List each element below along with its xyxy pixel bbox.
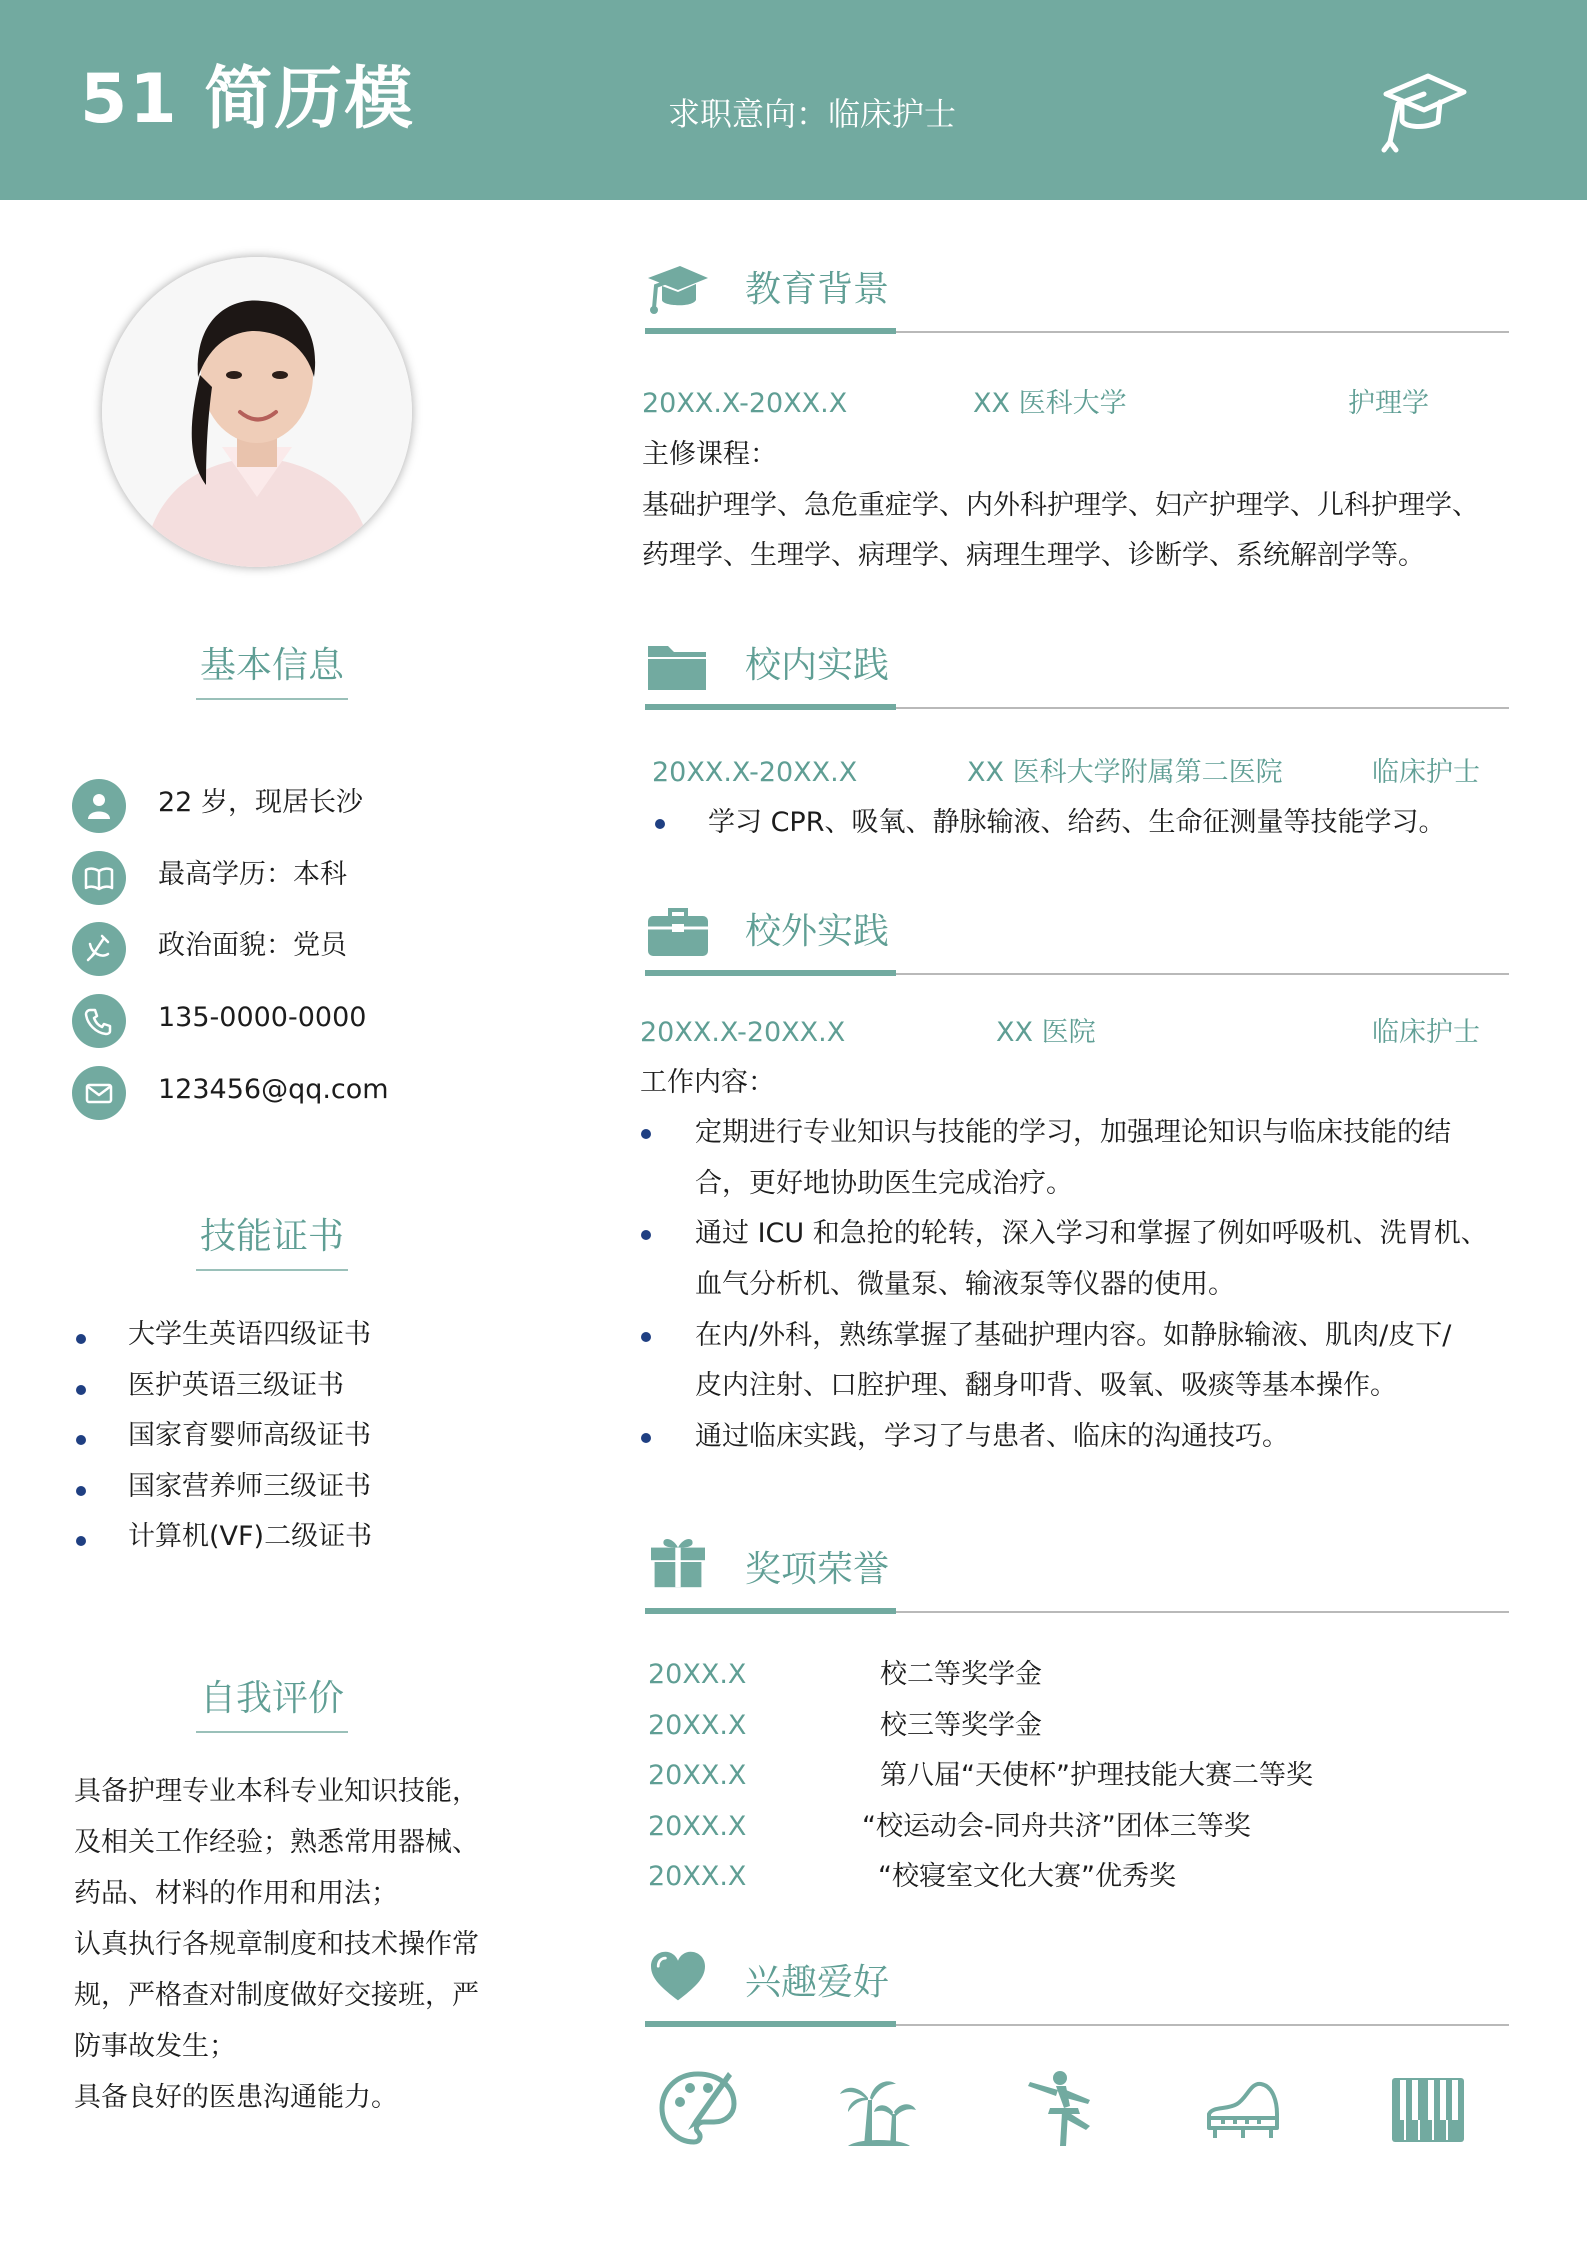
- dance-icon: [1020, 2068, 1100, 2148]
- self-eval-line: 具备良好的医患沟通能力。: [74, 2082, 398, 2113]
- skill-item: 计算机(VF)二级证书: [128, 1521, 373, 1552]
- skill-item: 国家育婴师高级证书: [128, 1420, 371, 1451]
- external-org: XX 医院: [996, 1017, 1096, 1048]
- campus-date: 20XX.X-20XX.X: [652, 757, 858, 788]
- self-eval-text: [74, 1766, 479, 2123]
- external-role: 临床护士: [1372, 1017, 1480, 1048]
- education-school: XX 医科大学: [973, 388, 1127, 419]
- piano-icon: [1203, 2068, 1283, 2148]
- section-underline: [645, 1608, 896, 1614]
- self-eval-line: 具备护理专业本科专业知识技能，: [74, 1776, 479, 1807]
- bullet-dot: [641, 1332, 651, 1342]
- self-eval-line: 及相关工作经验；熟悉常用器械、: [74, 1827, 479, 1858]
- bullet-dot: [76, 1536, 86, 1546]
- work-item-line: 血气分析机、微量泵、输液泵等仪器的使用。: [695, 1269, 1235, 1300]
- heart-icon: [646, 1950, 710, 2004]
- skill-item: 大学生英语四级证书: [128, 1319, 371, 1350]
- info-phone-text: 135-0000-0000: [158, 1002, 367, 1033]
- education-major: 护理学: [1348, 388, 1429, 419]
- award-name: 校三等奖学金: [880, 1710, 1042, 1741]
- campus-role: 临床护士: [1372, 757, 1480, 788]
- info-education-text: 最高学历：本科: [158, 859, 347, 890]
- section-underline: [645, 970, 896, 976]
- profile-photo: [102, 257, 412, 567]
- skills-title: 技能证书: [196, 1219, 348, 1271]
- campus-title: 校内实践: [745, 645, 890, 686]
- award-date: 20XX.X: [648, 1659, 747, 1690]
- award-date: 20XX.X: [648, 1710, 747, 1741]
- hobbies-title: 兴趣爱好: [745, 1962, 890, 2003]
- award-name: “校运动会-同舟共济”团体三等奖: [862, 1811, 1251, 1842]
- external-title: 校外实践: [745, 911, 890, 952]
- keyboard-icon: [1388, 2070, 1468, 2150]
- self-eval-line: 防事故发生；: [74, 2031, 236, 2062]
- bullet-dot: [76, 1385, 86, 1395]
- external-date: 20XX.X-20XX.X: [640, 1017, 846, 1048]
- work-item-line: 合，更好地协助医生完成治疗。: [695, 1168, 1073, 1199]
- person-icon: [72, 779, 126, 833]
- award-name: 校二等奖学金: [880, 1659, 1042, 1690]
- bullet-dot: [641, 1129, 651, 1139]
- folder-icon: [646, 640, 710, 694]
- section-underline: [645, 328, 896, 334]
- awards-title: 奖项荣誉: [745, 1549, 890, 1590]
- bullet-dot: [76, 1334, 86, 1344]
- info-age-text: 22 岁，现居长沙: [158, 787, 363, 818]
- info-political-text: 政治面貌：党员: [158, 930, 347, 961]
- work-item-line: 定期进行专业知识与技能的学习，加强理论知识与临床技能的结: [695, 1117, 1451, 1148]
- education-title: 教育背景: [745, 269, 890, 310]
- travel-palm-tree-icon: [838, 2070, 918, 2150]
- courses-line: 药理学、生理学、病理学、病理生理学、诊断学、系统解剖学等。: [642, 540, 1425, 571]
- party-emblem-icon: [72, 922, 126, 976]
- award-date: 20XX.X: [648, 1861, 747, 1892]
- skill-item: 医护英语三级证书: [128, 1370, 344, 1401]
- mail-icon: [72, 1066, 126, 1120]
- brand-title: 51 简历模: [80, 60, 415, 139]
- bullet-dot: [76, 1486, 86, 1496]
- graduation-cap-icon: [1378, 64, 1468, 154]
- bullet-dot: [655, 819, 665, 829]
- work-item-line: 通过临床实践，学习了与患者、临床的沟通技巧。: [695, 1421, 1289, 1452]
- self-eval-line: 药品、材料的作用和用法；: [74, 1878, 398, 1909]
- gift-icon: [646, 1535, 710, 1589]
- work-label: 工作内容：: [640, 1067, 775, 1098]
- self-eval-line: 认真执行各规章制度和技术操作常: [74, 1929, 479, 1960]
- courses-line: 基础护理学、急危重症学、内外科护理学、妇产护理学、儿科护理学、: [642, 490, 1479, 521]
- avatar: [102, 257, 412, 567]
- campus-item: 学习 CPR、吸氧、静脉输液、给药、生命征测量等技能学习。: [708, 807, 1446, 838]
- book-icon: [72, 851, 126, 905]
- self-eval-title: 自我评价: [196, 1681, 348, 1733]
- graduation-cap-icon: [646, 262, 710, 316]
- info-email-text: 123456@qq.com: [158, 1074, 389, 1105]
- work-item-line: 皮内注射、口腔护理、翻身叩背、吸氧、吸痰等基本操作。: [695, 1370, 1397, 1401]
- bullet-dot: [641, 1230, 651, 1240]
- basic-info-title: 基本信息: [196, 648, 348, 700]
- briefcase-icon: [646, 904, 710, 958]
- section-underline: [645, 704, 896, 710]
- award-name: “校寝室文化大赛”优秀奖: [878, 1861, 1176, 1892]
- work-item-line: 在内/外科，熟练掌握了基础护理内容。如静脉输液、肌肉/皮下/: [695, 1320, 1452, 1351]
- job-intent: 求职意向：临床护士: [668, 95, 957, 133]
- bullet-dot: [76, 1435, 86, 1445]
- education-date: 20XX.X-20XX.X: [642, 388, 848, 419]
- award-date: 20XX.X: [648, 1760, 747, 1791]
- skill-item: 国家营养师三级证书: [128, 1471, 371, 1502]
- self-eval-line: 规，严格查对制度做好交接班，严: [74, 1980, 479, 2011]
- courses-label: 主修课程：: [642, 439, 777, 470]
- phone-icon: [72, 994, 126, 1048]
- award-date: 20XX.X: [648, 1811, 747, 1842]
- painting-palette-icon: [658, 2068, 738, 2148]
- award-name: 第八届“天使杯”护理技能大赛二等奖: [880, 1760, 1313, 1791]
- section-underline: [645, 2021, 896, 2027]
- bullet-dot: [641, 1433, 651, 1443]
- campus-org: XX 医科大学附属第二医院: [967, 757, 1283, 788]
- work-item-line: 通过 ICU 和急抢的轮转，深入学习和掌握了例如呼吸机、洗胃机、: [695, 1218, 1488, 1249]
